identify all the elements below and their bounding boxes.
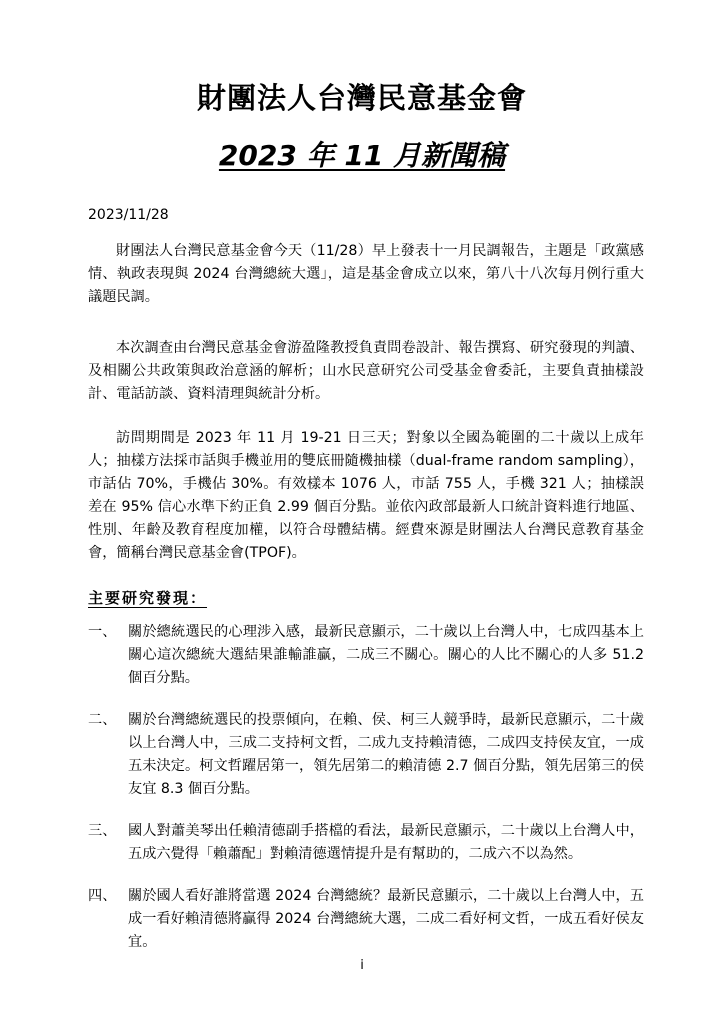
finding-number: 二、 <box>88 712 117 728</box>
finding-item <box>88 709 644 801</box>
findings-heading: 主要研究發現： <box>88 589 208 607</box>
page-number: i <box>360 958 364 973</box>
finding-text: 關於總統選民的心理涉入感，最新民意顯示，二十歲以上台灣人中，七成四基本上關心這次總統大選結果誰輸誰贏，二成三不關心。關心的人比不關心的人多 51.2 個百分點。 <box>128 624 644 686</box>
finding-number: 一、 <box>88 624 117 640</box>
paragraph-methodology: 訪問期間是 2023 年 11 月 19-21 日三天；對象以全國為範圍的二十歲以上成年人；抽樣方法採市話與手機並用的雙底冊隨機抽樣（dual-frame random sampling），市話佔 70%，手機佔 30%。有效樣本 1076 人，市話 755 人，手機 321 人；抽樣誤差在 95% 信心水準下約正負 2.99 個百分點。並依內政部最新人口統計資料進行地區、性別、年齡及教育程度加權，以符合母體結構。經費來源是財團法人台灣民意教育基金會，簡稱台灣民意基金會(TPOF)。 <box>88 430 644 561</box>
finding-text: 關於台灣總統選民的投票傾向，在賴、侯、柯三人競爭時，最新民意顯示，二十歲以上台灣人中，三成二支持柯文哲，二成九支持賴清德，二成四支持侯友宜，一成五未決定。柯文哲躍居第一，領先居第二的賴清德 2.7 個百分點，領先居第三的侯友宜 8.3 個百分點。 <box>128 712 644 797</box>
release-date: 2023/11/28 <box>88 207 169 223</box>
paragraph-research-team: 本次調查由台灣民意基金會游盈隆教授負責問卷設計、報告撰寫、研究發現的判讀、及相關公共政策與政治意涵的解析；山水民意研究公司受基金會委託，主要負責抽樣設計、電話訪談、資料清理與統計分析。 <box>88 340 644 402</box>
finding-item <box>88 885 644 954</box>
finding-item <box>88 820 644 866</box>
page-title: 財團法人台灣民意基金會 <box>196 81 527 115</box>
paragraph-intro: 財團法人台灣民意基金會今天（11/28）早上發表十一月民調報告，主題是「政黨感情、執政表現與 2024 台灣總統大選」，這是基金會成立以來，第八十八次每月例行重大議題民調。 <box>88 243 644 305</box>
finding-number: 三、 <box>88 823 117 839</box>
finding-number: 四、 <box>88 888 117 904</box>
finding-text: 關於國人看好誰將當選 2024 台灣總統？最新民意顯示，二十歲以上台灣人中，五成一看好賴清德將贏得 2024 台灣總統大選，二成二看好柯文哲，一成五看好侯友宜。 <box>128 888 644 950</box>
finding-text: 國人對蕭美琴出任賴清德副手搭檔的看法，最新民意顯示，二十歲以上台灣人中，五成六覺得「賴蕭配」對賴清德選情提升是有幫助的，二成六不以為然。 <box>128 823 644 862</box>
finding-item <box>88 621 644 690</box>
page-subtitle: 2023 年 11 月新聞稿 <box>218 139 506 172</box>
